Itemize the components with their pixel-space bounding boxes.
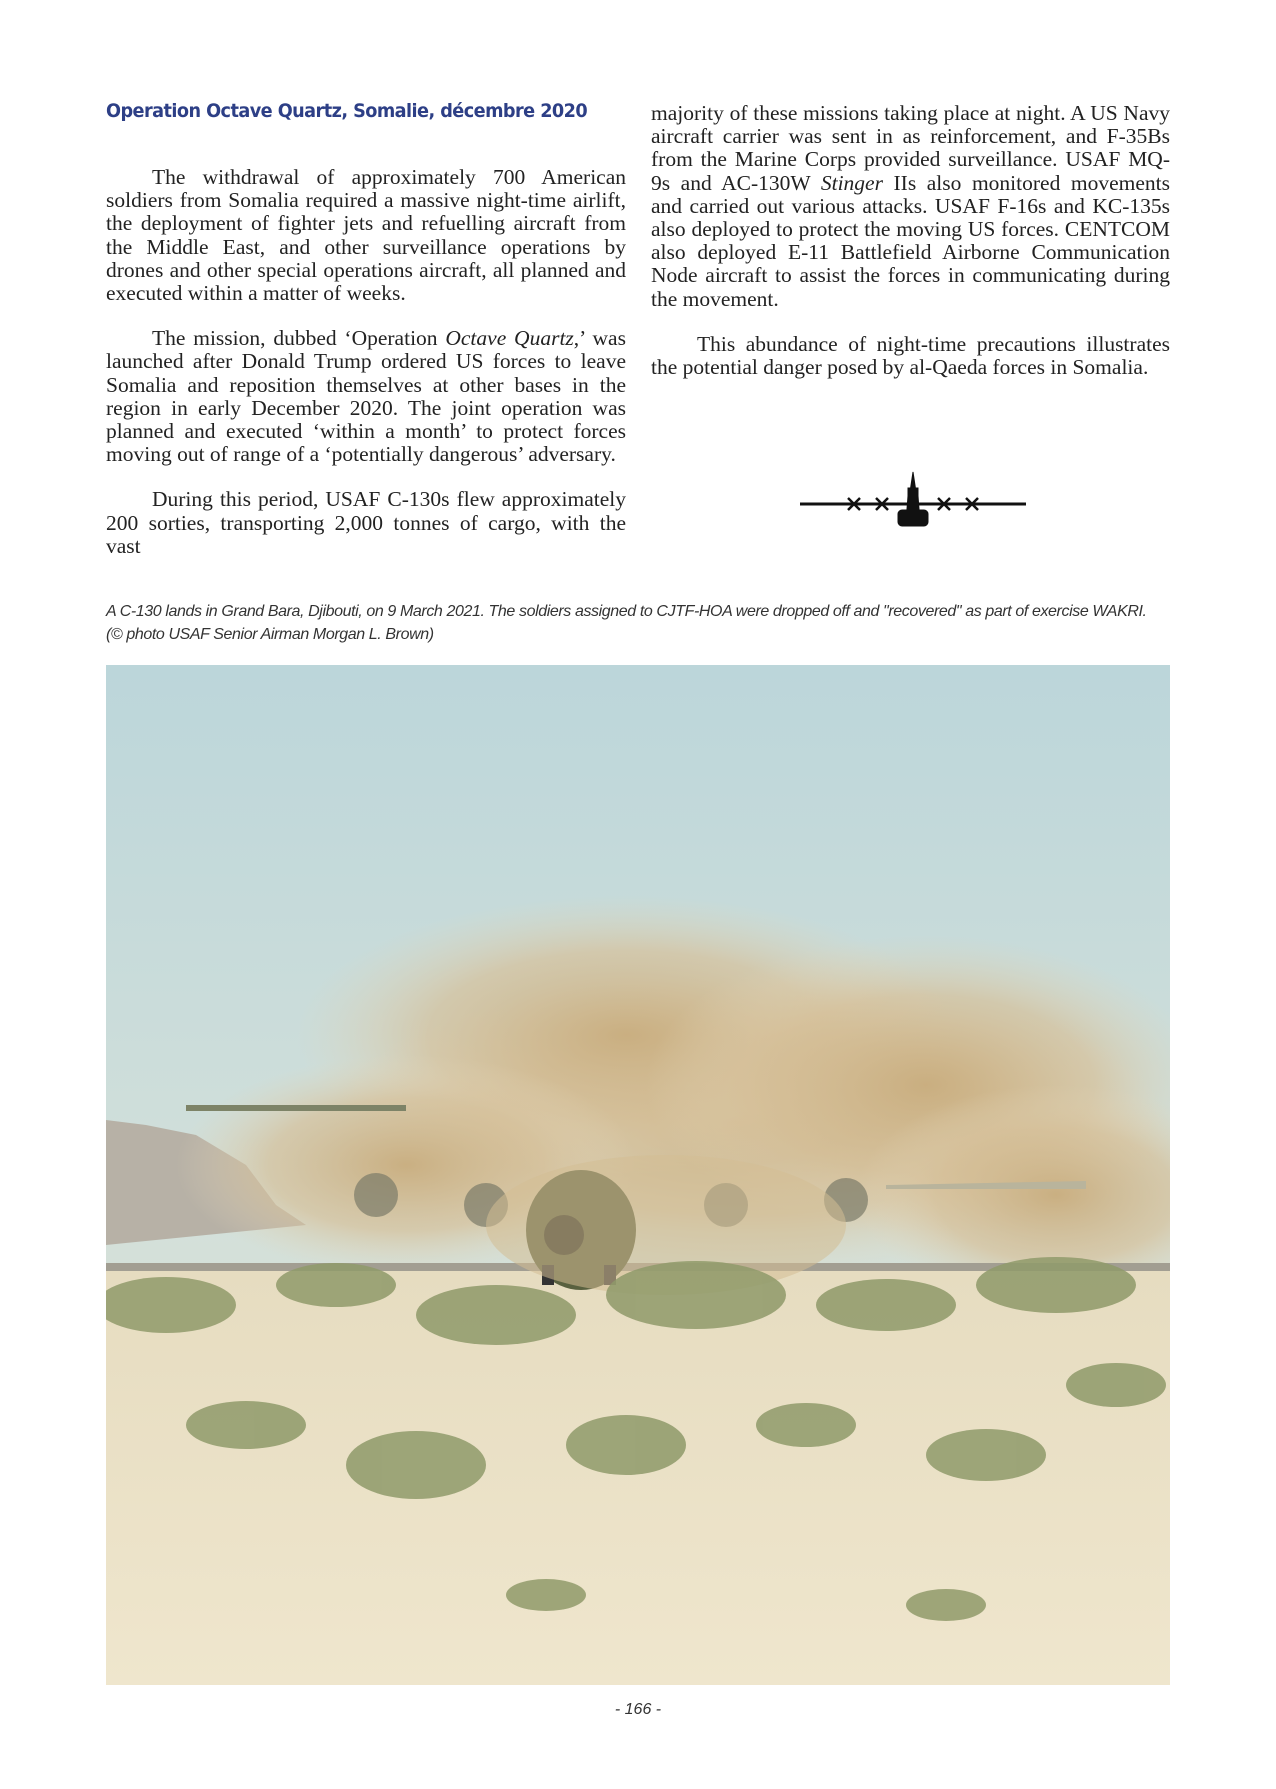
aircraft-silhouette-icon (800, 470, 1026, 538)
operation-name: Octave Quartz (445, 326, 574, 351)
paragraph-withdrawal: The withdrawal of approximately 700 American soldiers from Somalia required a massive night-time airlift, the deployment of fighter jets and refuelling aircraft from the Middle East, and other surveillance operations by drones and other special operations aircraft, all planned and executed within a matter of weeks. (106, 165, 626, 306)
text-run: The mission, dubbed ‘Operation (152, 326, 446, 351)
right-column (651, 102, 1170, 401)
text-run: majority of these missions taking place at night. A US Navy aircraft carrier was sent in as reinforcement, and F-35Bs from the Marine Corps provided surveillance. USAF MQ-9s and AC-130W (651, 101, 1170, 195)
photo-caption (106, 600, 1176, 646)
text-run: ,’ was launched after Donald Trump ordered US forces to leave Somalia and reposition themselves at other bases in the region in early December 2020. The joint operation was planned and executed ‘within a month’ to protect forces moving out of range of a ‘potentially dangerous’ adversary. (106, 326, 626, 467)
paragraph-precautions: This abundance of night-time precautions illustrates the potential danger posed by al-Qaeda forces in Somalia. (651, 331, 1170, 380)
left-column (106, 100, 626, 580)
section-heading: Operation Octave Quartz, Somalie, décembre 2020 (106, 100, 588, 122)
aircraft-name: Stinger (820, 170, 883, 195)
caption-text: A C-130 lands in Grand Bara, Djibouti, on 9 March 2021. The soldiers assigned to CJTF-HOA were dropped off and "recovered" as part of exercise WAKRI. (106, 603, 1147, 620)
caption-credit: (© photo USAF Senior Airman Morgan L. Brown) (106, 626, 434, 643)
paragraph-night-missions (651, 102, 1170, 311)
text-run: IIs also monitored movements and carried out various attacks. USAF F-16s and KC-135s also deployed to protect the moving US forces. CENTCOM also deployed E-11 Battlefield Airborne Communication Node aircraft to assist the forces in communicating during the movement. (651, 170, 1170, 311)
c130-landing-photo (106, 665, 1170, 1685)
page-number: - 166 - (614, 1701, 662, 1718)
paragraph-sorties: During this period, USAF C-130s flew approximately 200 sorties, transporting 2,000 tonnes of cargo, with the vast (106, 487, 626, 558)
paragraph-mission (106, 327, 626, 466)
